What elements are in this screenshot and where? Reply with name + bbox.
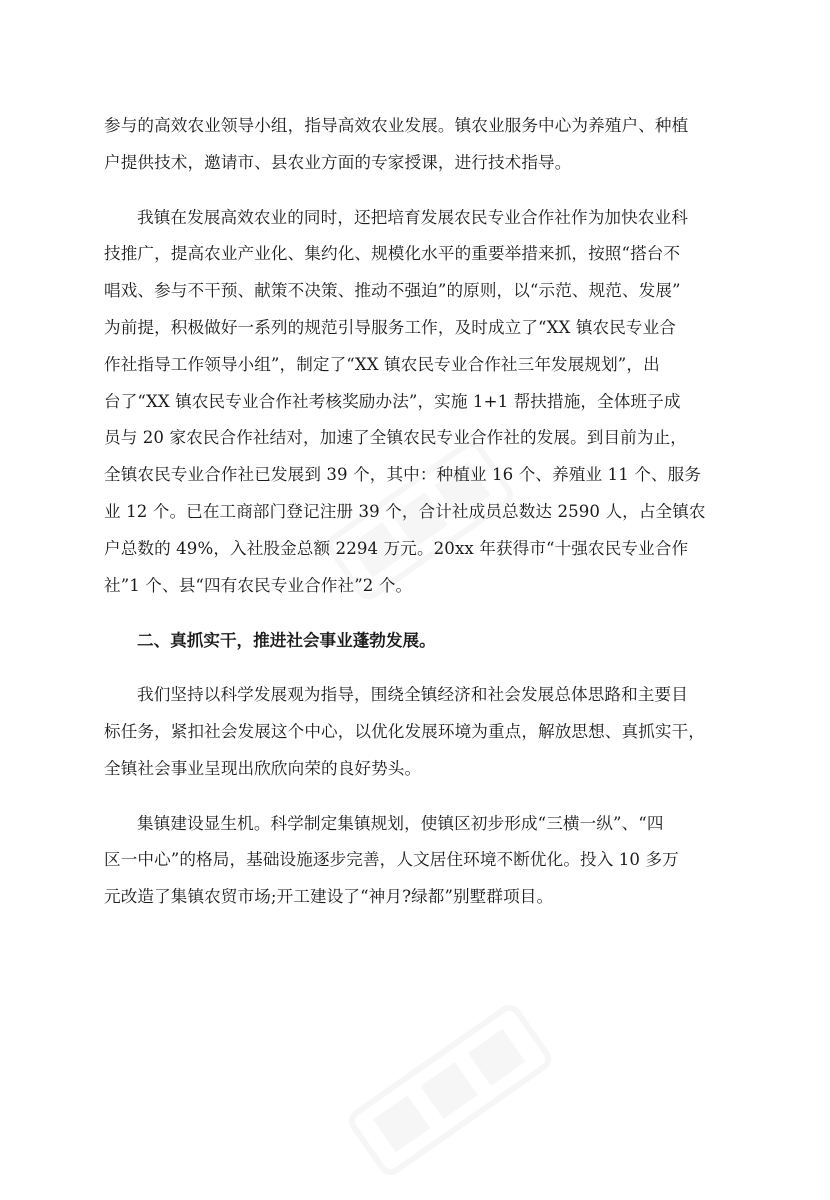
text-line: 员与 20 家农民合作社结对，加速了全镇农民专业合作社的发展。到目前为止， <box>104 428 687 448</box>
text-line: 唱戏、参与不干预、献策不决策、推动不强迫”的原则，以“示范、规范、发展” <box>104 281 681 301</box>
text-line: 台了“XX 镇农民专业合作社考核奖励办法”，实施 1+1 帮扶措施，全体班子成 <box>104 391 681 411</box>
paragraph-continued <box>104 108 728 182</box>
text-line: 作社指导工作领导小组”，制定了“XX 镇农民专业合作社三年发展规划”，出 <box>104 354 660 374</box>
text-line: 集镇建设显生机。科学制定集镇规划，使镇区初步形成“三横一纵”、“四 <box>137 813 664 833</box>
text-line: 我镇在发展高效农业的同时，还把培育发展农民专业合作社作为加快农业科 <box>137 207 688 227</box>
text-line: 区一中心”的格局，基础设施逐步完善，人文居住环境不断优化。投入 10 多万 <box>104 850 679 870</box>
document-body <box>104 108 728 934</box>
text-line: 社”1 个、县“四有农民专业合作社”2 个。 <box>104 575 413 595</box>
watermark-logo-bottom <box>300 980 600 1200</box>
text-line: 业 12 个。已在工商部门登记注册 39 个，合计社成员总数达 2590 人，占全镇农 <box>104 501 706 521</box>
paragraph-social-development <box>104 677 728 787</box>
text-line: 为前提，积极做好一系列的规范引导服务工作，及时成立了“XX 镇农民专业合 <box>104 317 676 337</box>
section-heading: 二、真抓实干，推进社会事业蓬勃发展。 <box>137 630 436 651</box>
text-line: 技推广，提高农业产业化、集约化、规模化水平的重要举措来抓，按照“搭台不 <box>104 244 681 264</box>
text-line: 户总数的 49%，入社股金总额 2294 万元。20xx 年获得市“十强农民专业合作 <box>104 538 689 558</box>
text-line: 我们坚持以科学发展观为指导，围绕全镇经济和社会发展总体思路和主要目 <box>137 685 688 705</box>
text-line: 元改造了集镇农贸市场;开工建设了“神月?绿都”别墅群项目。 <box>104 887 554 907</box>
text-line: 参与的高效农业领导小组，指导高效农业发展。镇农业服务中心为养殖户、种植 <box>104 116 689 135</box>
text-line: 户提供技术，邀请市、县农业方面的专家授课，进行技术指导。 <box>104 152 572 172</box>
paragraph-town-construction <box>104 806 728 916</box>
text-line: 标任务，紧扣社会发展这个中心，以优化发展环境为重点，解放思想、真抓实干， <box>104 721 705 741</box>
text-line: 全镇社会事业呈现出欣欣向荣的良好势头。 <box>104 758 422 778</box>
paragraph-cooperatives <box>104 200 728 605</box>
text-line: 全镇农民专业合作社已发展到 39 个，其中：种植业 16 个、养殖业 11 个、服务 <box>104 465 702 485</box>
